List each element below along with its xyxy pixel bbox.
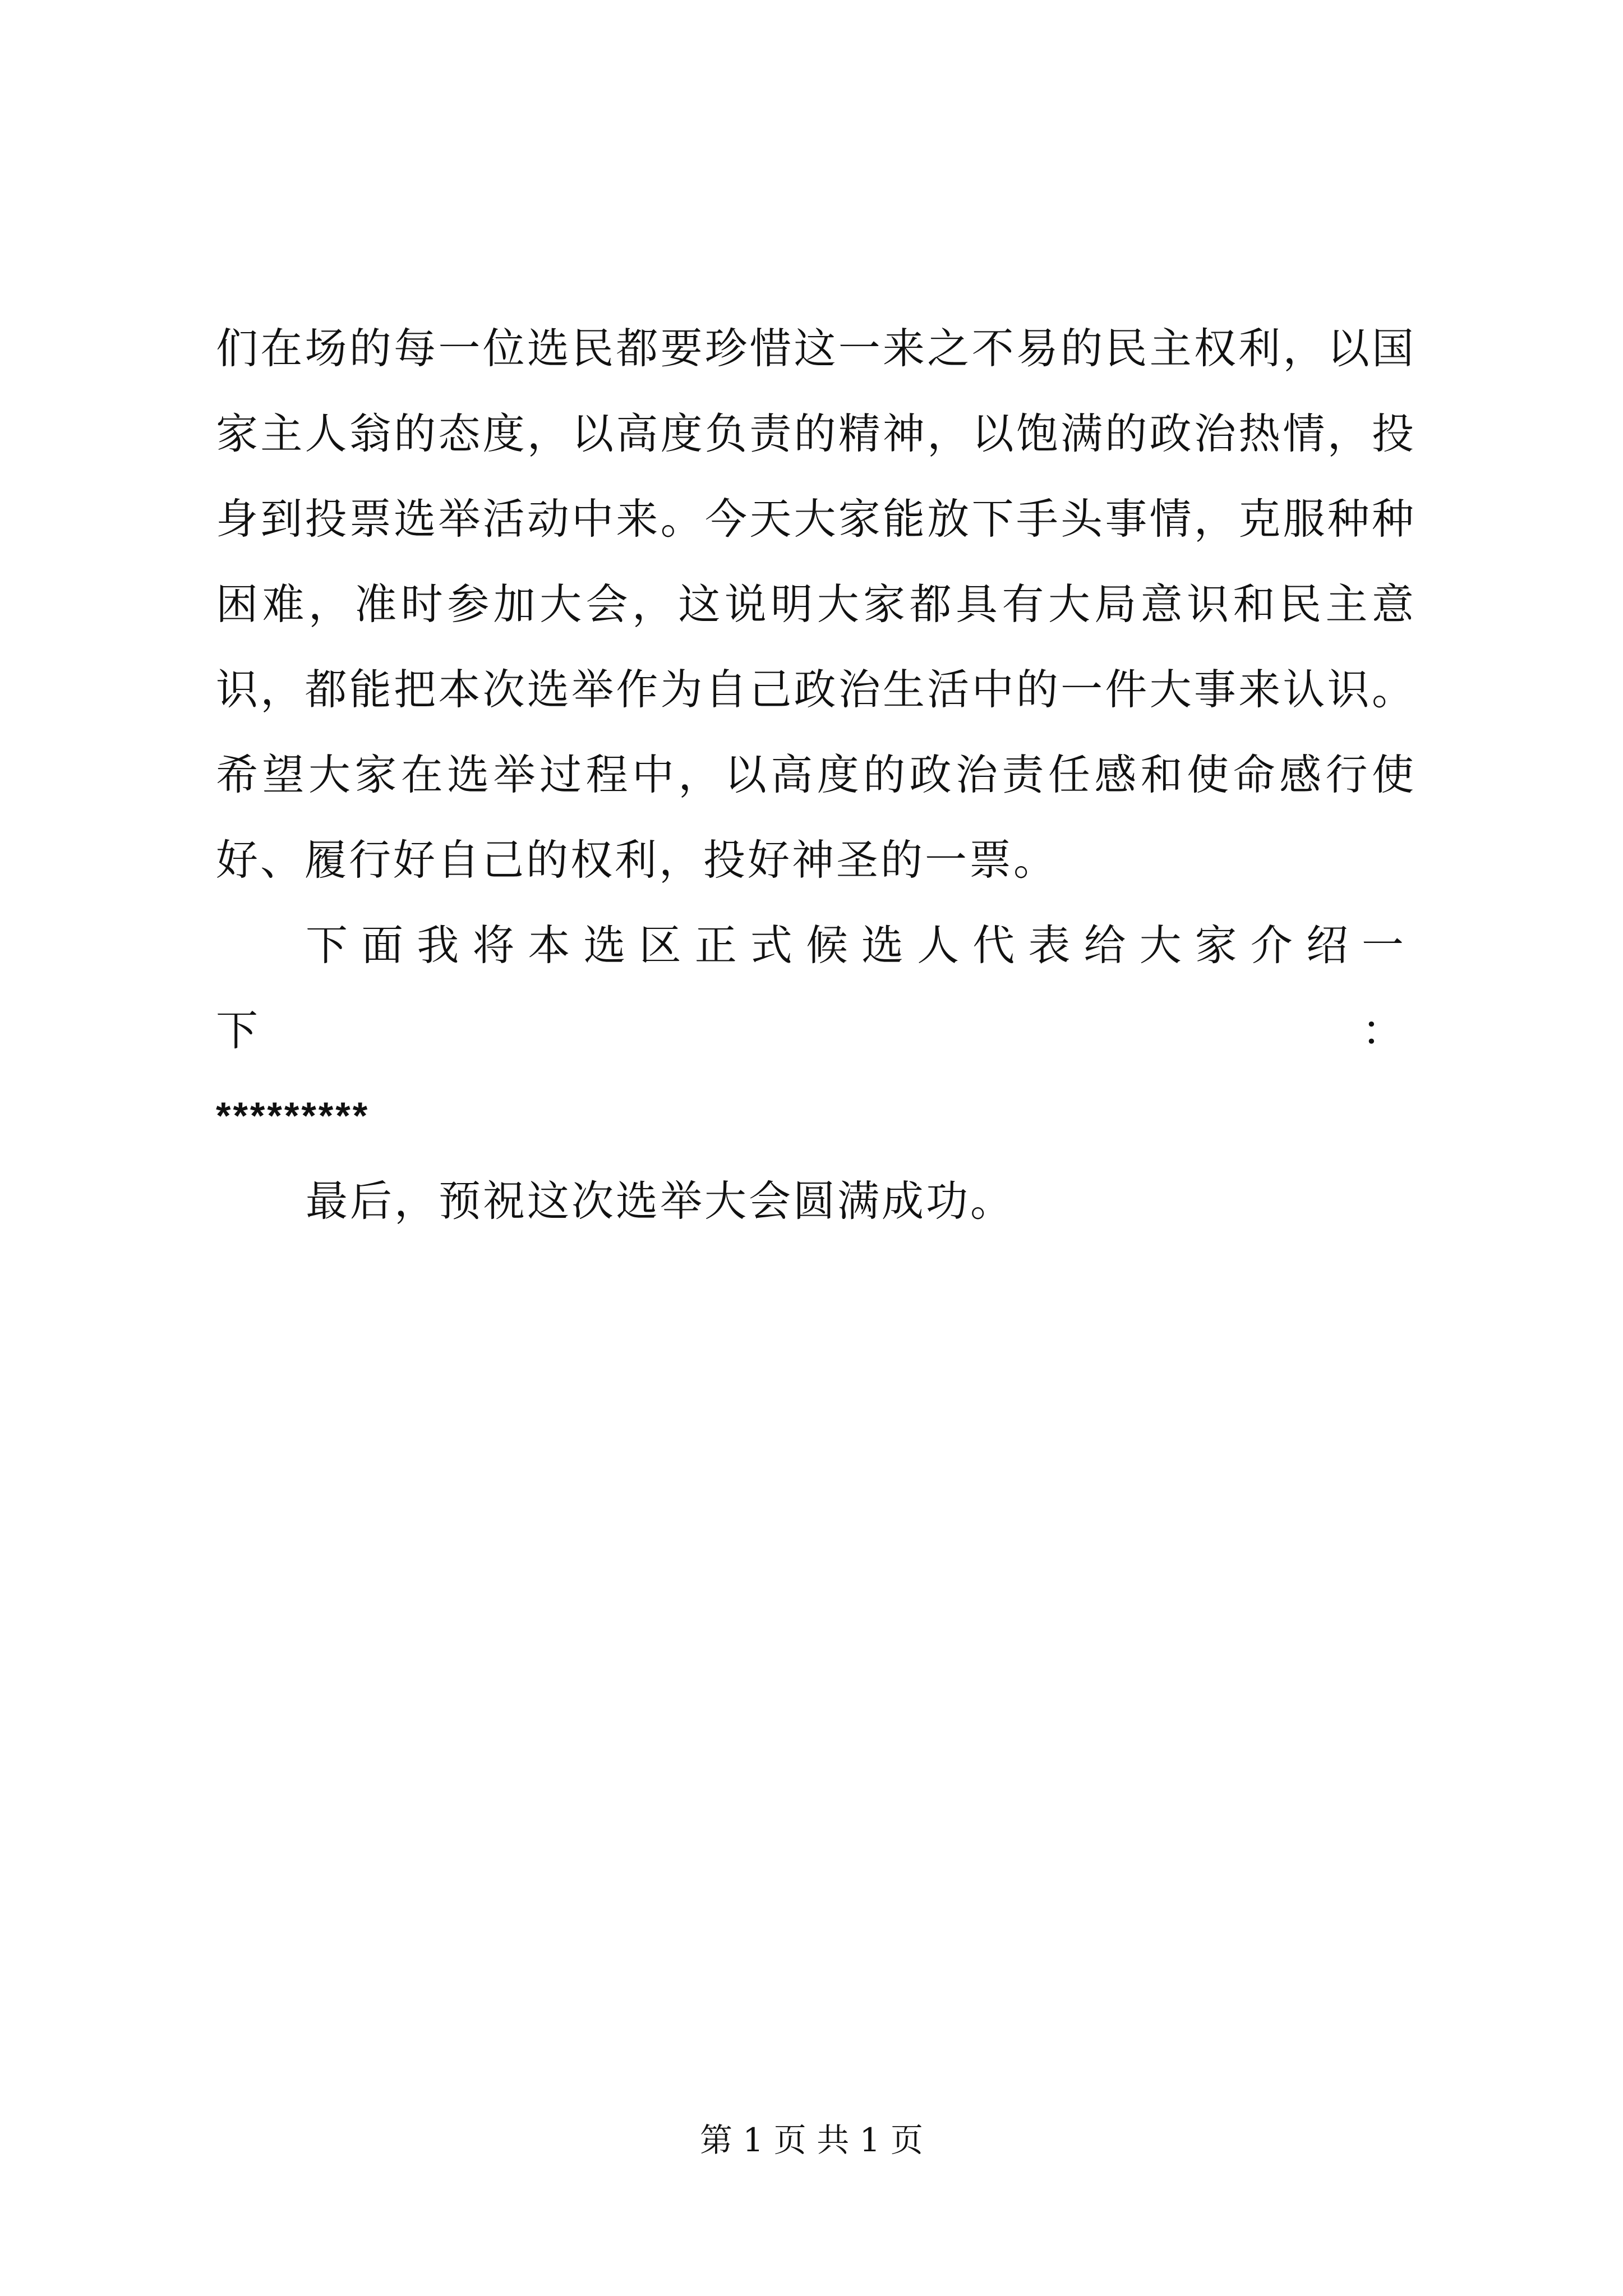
paragraph-closing: 最后，预祝这次选举大会圆满成功。 (306, 1176, 1015, 1226)
paragraph-voting-rights: 们在场的每一位选民都要珍惜这一来之不易的民主权利，以国家主人翁的态度，以高度负责的精神，以饱满的政治热情，投身到投票选举活动中来。今天大家能放下手头事情，克服种种困难，准时参加大会，这说明大家都具有大局意识和民主意识，都能把本次选举作为自己政治生活中的一件大事来认识。希望大家在选举过程中，以高度的政治责任感和使命感行使好、履行好自己的权利，投好神圣的一票。 (216, 324, 1416, 885)
paragraph-candidate-intro: 下面我将本选区正式候选人代表给大家介绍一下： (216, 921, 1416, 1055)
page-footer: 第 1 页 共 1 页 (700, 2121, 923, 2159)
document-body (216, 306, 1416, 1244)
candidate-placeholder: ********* (216, 1094, 370, 1137)
